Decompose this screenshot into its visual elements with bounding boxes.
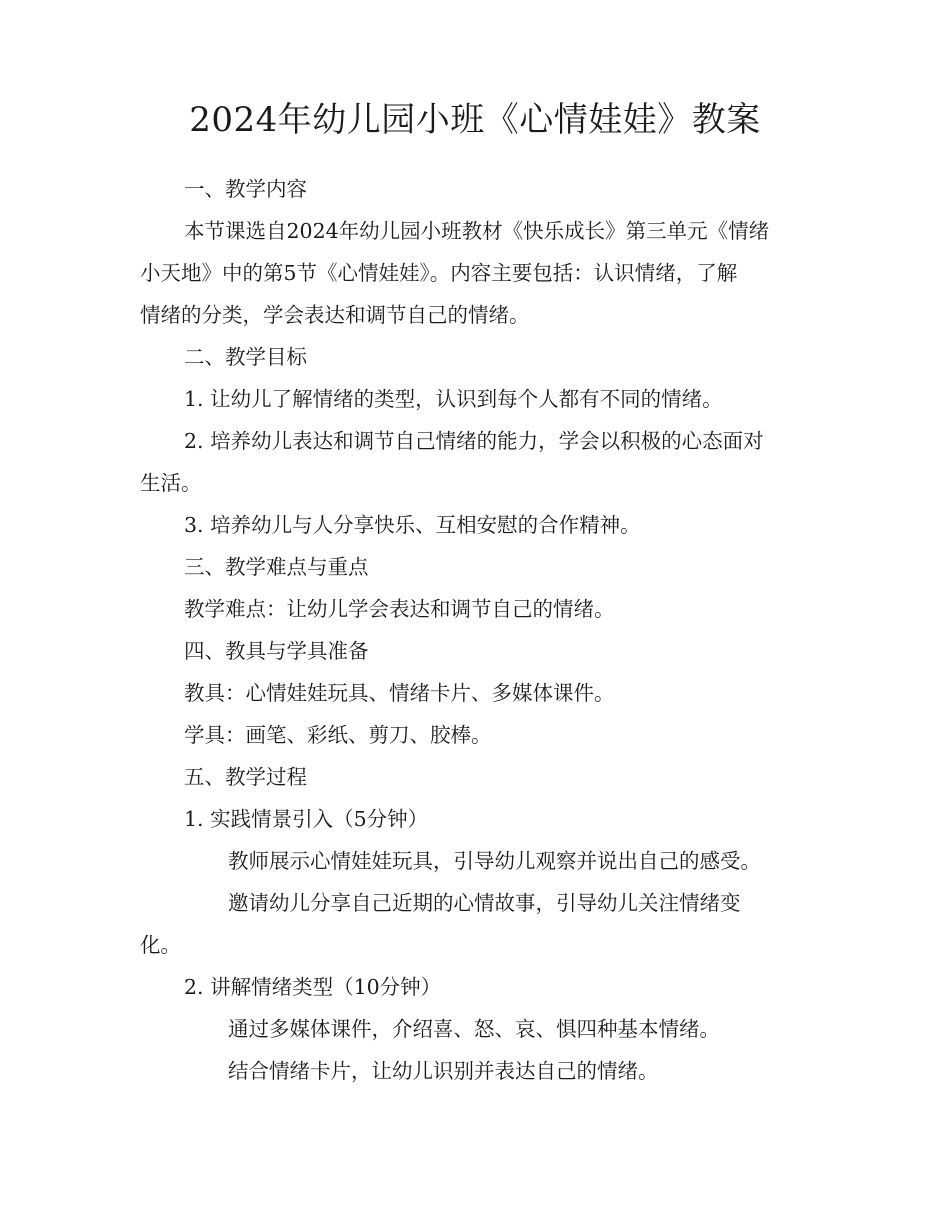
document-title: 2024年幼儿园小班《心情娃娃》教案 — [189, 100, 761, 140]
section-heading-key-points: 三、教学难点与重点 — [184, 555, 369, 579]
list-item: 1. 实践情景引入（5分钟） — [184, 807, 429, 831]
paragraph-line: 学具：画笔、彩纸、剪刀、胶棒。 — [184, 723, 492, 747]
paragraph-line: 教具：心情娃娃玩具、情绪卡片、多媒体课件。 — [184, 681, 615, 705]
list-item: 2. 讲解情绪类型（10分钟） — [184, 975, 442, 999]
section-heading-content: 一、教学内容 — [184, 177, 307, 201]
section-heading-materials: 四、教具与学具准备 — [184, 639, 369, 663]
sub-item-line: 结合情绪卡片，让幼儿识别并表达自己的情绪。 — [228, 1059, 659, 1083]
sub-item-continuation: 化。 — [140, 933, 181, 957]
section-heading-process: 五、教学过程 — [184, 765, 307, 789]
list-item: 3. 培养幼儿与人分享快乐、互相安慰的合作精神。 — [184, 513, 641, 537]
sub-item-line: 邀请幼儿分享自己近期的心情故事，引导幼儿关注情绪变 — [228, 891, 741, 915]
sub-item-line: 教师展示心情娃娃玩具，引导幼儿观察并说出自己的感受。 — [228, 849, 761, 873]
paragraph-line: 本节课选自2024年幼儿园小班教材《快乐成长》第三单元《情绪 — [184, 219, 770, 243]
section-heading-objectives: 二、教学目标 — [184, 345, 307, 369]
list-item: 2. 培养幼儿表达和调节自己情绪的能力，学会以积极的心态面对 — [184, 429, 764, 453]
paragraph-line: 小天地》中的第5节《心情娃娃》。内容主要包括：认识情绪，了解 — [140, 261, 738, 285]
sub-item-line: 通过多媒体课件，介绍喜、怒、哀、惧四种基本情绪。 — [228, 1017, 720, 1041]
paragraph-line: 情绪的分类，学会表达和调节自己的情绪。 — [140, 303, 530, 327]
list-item-continuation: 生活。 — [140, 471, 202, 495]
paragraph-line: 教学难点：让幼儿学会表达和调节自己的情绪。 — [184, 597, 615, 621]
list-item: 1. 让幼儿了解情绪的类型，认识到每个人都有不同的情绪。 — [184, 387, 723, 411]
